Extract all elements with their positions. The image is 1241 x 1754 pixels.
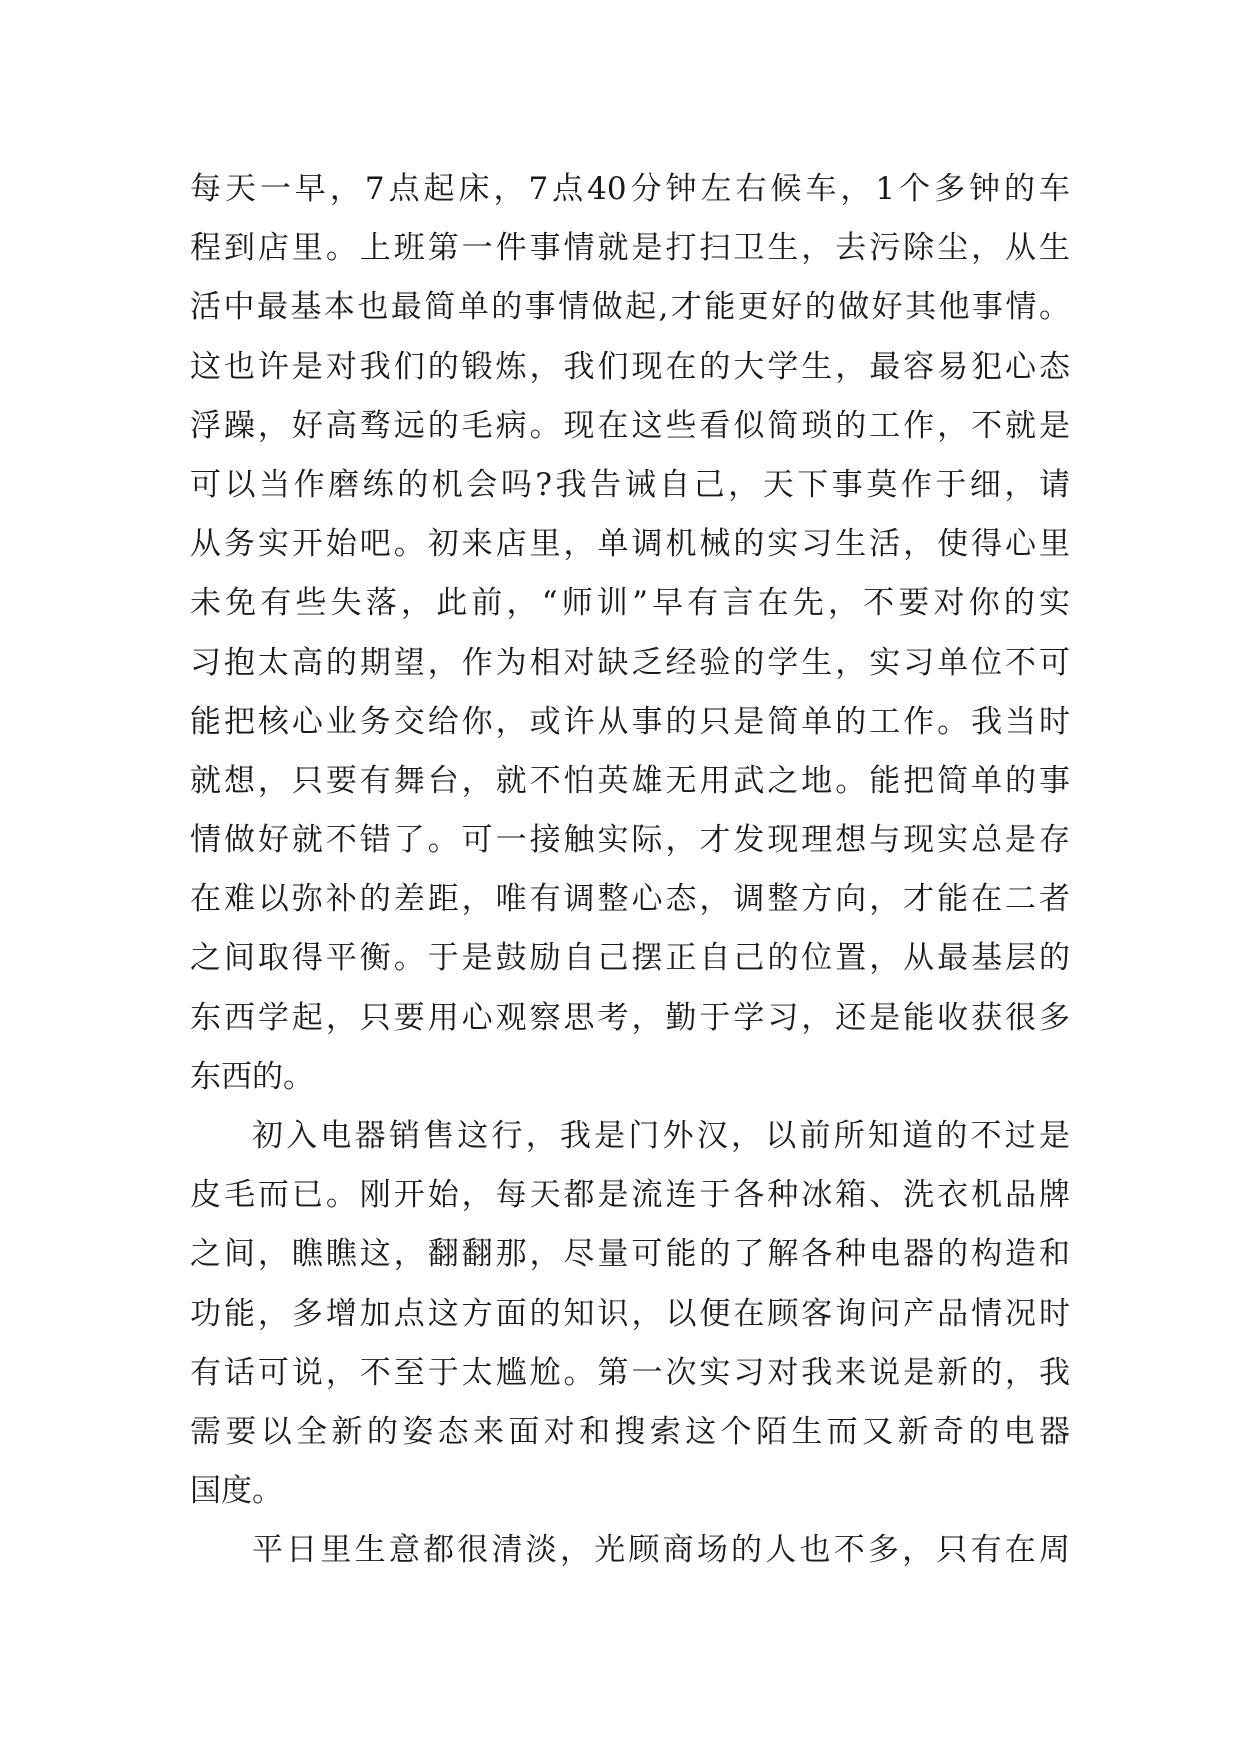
text-line: 习抱太高的期望，作为相对缺乏经验的学生，实习单位不可 <box>190 644 1070 681</box>
text-line: 这也许是对我们的锻炼，我们现在的大学生，最容易犯心态 <box>190 348 1070 385</box>
text-line: 未免有些失落，此前，“师训”早有言在先，不要对你的实 <box>190 585 1070 622</box>
text-line: 东西的。 <box>190 1058 314 1095</box>
text-line: 程到店里。上班第一件事情就是打扫卫生，去污除尘，从生 <box>190 230 1070 267</box>
text-line: 可以当作磨练的机会吗?我告诫自己，天下事莫作于细，请 <box>190 466 1070 503</box>
text-line: 活中最基本也最简单的事情做起,才能更好的做好其他事情。 <box>190 289 1070 326</box>
text-line: 从务实开始吧。初来店里，单调机械的实习生活，使得心里 <box>190 526 1070 563</box>
text-line: 之间，瞧瞧这，翻翻那，尽量可能的了解各种电器的构造和 <box>190 1236 1070 1273</box>
text-line: 需要以全新的姿态来面对和搜索这个陌生而又新奇的电器 <box>190 1413 1070 1450</box>
text-line: 有话可说，不至于太尴尬。第一次实习对我来说是新的，我 <box>190 1354 1070 1391</box>
body-text <box>190 160 1070 1581</box>
text-line: 之间取得平衡。于是鼓励自己摆正自己的位置，从最基层的 <box>190 940 1070 977</box>
paragraph-2 <box>190 1107 1070 1521</box>
text-line: 平日里生意都很清淡，光顾商场的人也不多，只有在周 <box>252 1532 1070 1569</box>
text-line: 初入电器销售这行，我是门外汉，以前所知道的不过是 <box>252 1118 1070 1154</box>
text-line: 东西学起，只要用心观察思考，勤于学习，还是能收获很多 <box>190 999 1070 1036</box>
text-line: 情做好就不错了。可一接触实际，才发现理想与现实总是存 <box>190 822 1070 859</box>
text-line: 每天一早，7点起床，7点40分钟左右候车，1个多钟的车 <box>190 171 1070 207</box>
text-line: 国度。 <box>190 1473 283 1510</box>
text-line: 浮躁，好高骛远的毛病。现在这些看似简琐的工作，不就是 <box>190 407 1070 444</box>
text-line: 皮毛而已。刚开始，每天都是流连于各种冰箱、洗衣机品牌 <box>190 1177 1070 1214</box>
text-line: 在难以弥补的差距，唯有调整心态，调整方向，才能在二者 <box>190 881 1070 918</box>
paragraph-1 <box>190 160 1070 1107</box>
text-line: 功能，多增加点这方面的知识，以便在顾客询问产品情况时 <box>190 1295 1070 1332</box>
paragraph-3 <box>190 1521 1070 1580</box>
text-line: 就想，只要有舞台，就不怕英雄无用武之地。能把简单的事 <box>190 762 1070 799</box>
text-line: 能把核心业务交给你，或许从事的只是简单的工作。我当时 <box>190 703 1070 740</box>
